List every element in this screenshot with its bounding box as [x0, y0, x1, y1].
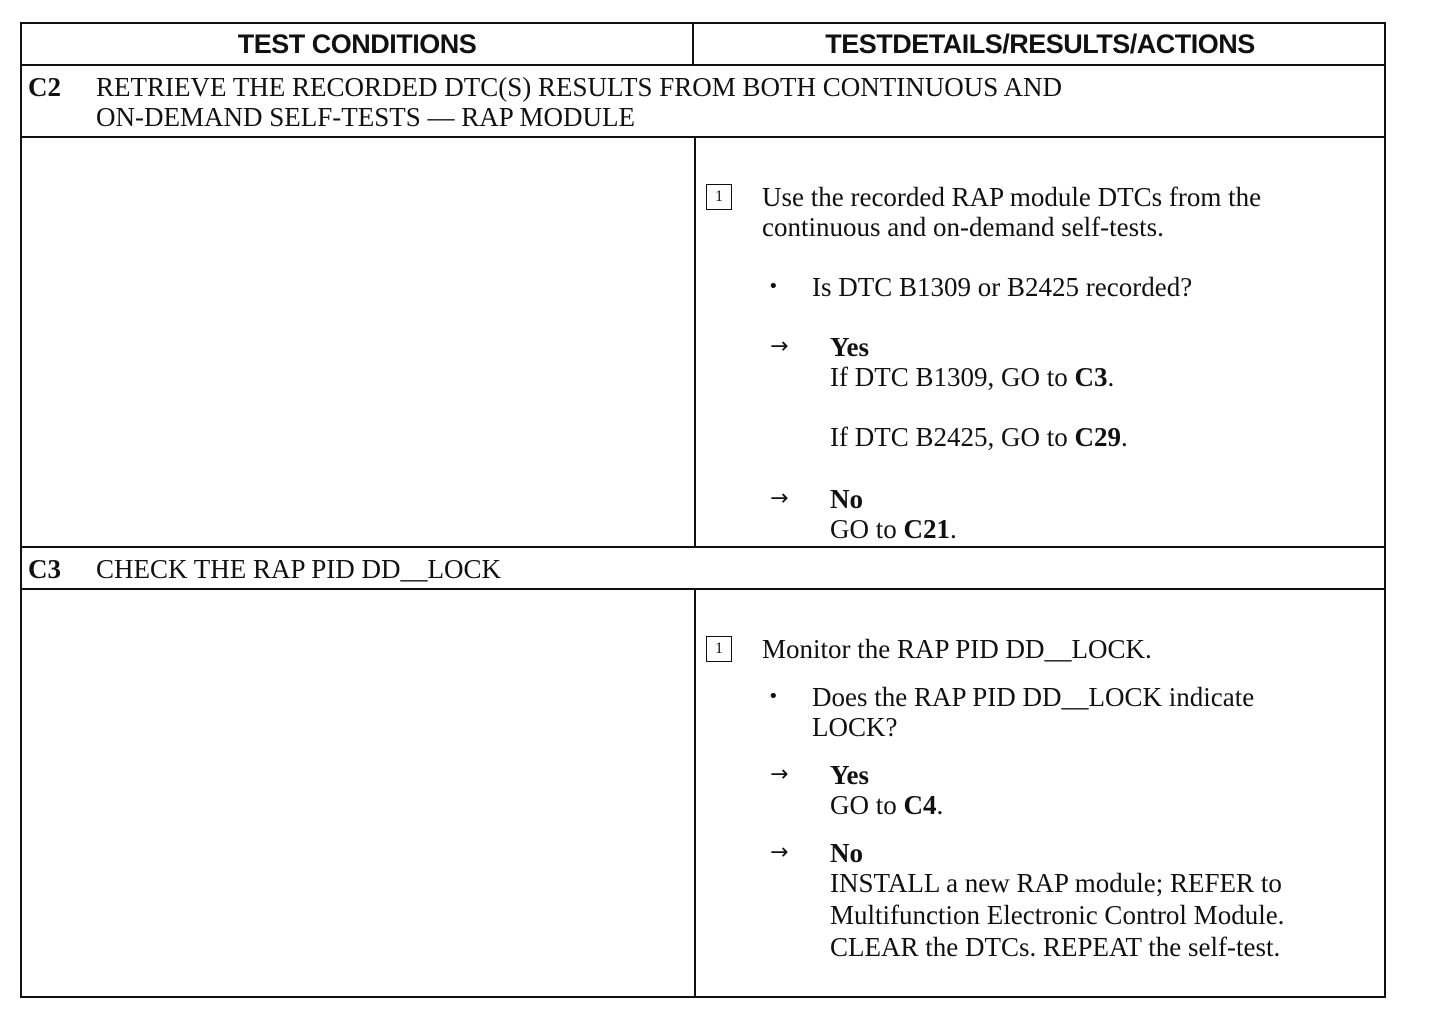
yes-action-1: If DTC B1309, GO to C3.: [830, 362, 1115, 392]
yes-label: Yes: [830, 760, 869, 790]
substep-number-box: 1: [706, 184, 732, 210]
step-title-line2: ON-DEMAND SELF-TESTS — RAP MODULE: [96, 102, 636, 132]
header-test-details: TESTDETAILS/RESULTS/ACTIONS: [825, 28, 1255, 59]
step-c3-title-row: [22, 548, 1384, 590]
step-id: C2: [28, 72, 61, 102]
question-text: Is DTC B1309 or B2425 recorded?: [812, 272, 1193, 302]
no-action-line1: INSTALL a new RAP module; REFER to: [830, 868, 1282, 898]
no-action-line2: Multifunction Electronic Control Module.: [830, 900, 1285, 930]
instruction-line1: Use the recorded RAP module DTCs from the: [762, 182, 1262, 212]
instruction-line1: Monitor the RAP PID DD__LOCK.: [762, 634, 1152, 664]
arrow-right-icon: →: [770, 334, 789, 359]
step-title-line1: CHECK THE RAP PID DD__LOCK: [96, 554, 502, 584]
no-action: GO to C21.: [830, 514, 957, 544]
arrow-right-icon: →: [770, 762, 789, 787]
no-label: No: [830, 838, 863, 868]
yes-action-2: If DTC B2425, GO to C29.: [830, 422, 1128, 452]
step-title-line1: RETRIEVE THE RECORDED DTC(S) RESULTS FROM BOTH CONTINUOUS AND: [96, 72, 1063, 102]
question-line2: LOCK?: [812, 712, 898, 742]
arrow-right-icon: →: [770, 486, 789, 511]
step-id: C3: [28, 554, 61, 584]
step-c3-body: [22, 590, 1384, 996]
bullet-icon: •: [768, 686, 779, 707]
column-divider: [694, 590, 696, 996]
bullet-icon: •: [768, 276, 779, 297]
table-header: [22, 24, 1384, 66]
header-test-conditions: TEST CONDITIONS: [22, 24, 694, 64]
instruction-line2: continuous and on-demand self-tests.: [762, 212, 1164, 242]
diagnostic-table: [20, 22, 1386, 998]
column-divider: [694, 138, 696, 546]
step-c2-title-row: [22, 66, 1384, 138]
arrow-right-icon: →: [770, 840, 789, 865]
no-label: No: [830, 484, 863, 514]
yes-action-1: GO to C4.: [830, 790, 944, 820]
substep-number-box: 1: [706, 636, 732, 662]
question-line1: Does the RAP PID DD__LOCK indicate: [812, 682, 1255, 712]
yes-label: Yes: [830, 332, 869, 362]
step-c2-body: [22, 138, 1384, 548]
no-action-line3: CLEAR the DTCs. REPEAT the self-test.: [830, 932, 1281, 962]
